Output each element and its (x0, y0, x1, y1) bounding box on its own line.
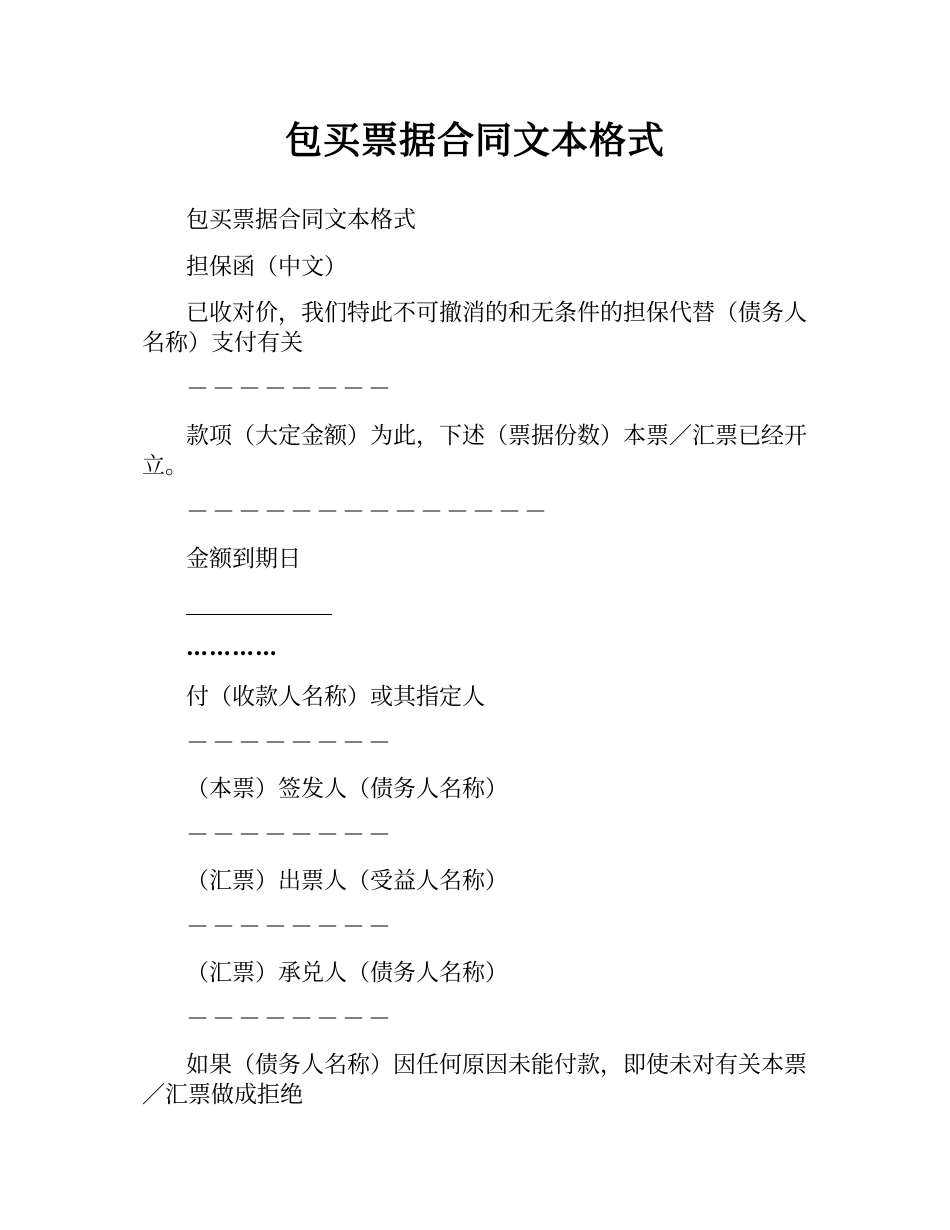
paragraph-consideration: 已收对价，我们特此不可撤消的和无条件的担保代替（债务人名称）支付有关 (142, 300, 807, 356)
paragraph-heading: 包买票据合同文本格式 (186, 207, 416, 233)
blank-dashes: －－－－－－－－ (186, 822, 394, 848)
paragraph-note-issuer: （本票）签发人（债务人名称） (186, 776, 508, 802)
blank-underline (186, 614, 332, 615)
paragraph-guarantee-label: 担保函（中文） (186, 254, 347, 280)
paragraph-amount: 款项（大定金额）为此，下述（票据份数）本票／汇票已经开立。 (142, 423, 807, 479)
blank-dashes: －－－－－－－－－－－－－－ (186, 499, 550, 525)
blank-dashes: －－－－－－－－ (186, 730, 394, 756)
document-title: 包买票据合同文本格式 (285, 119, 665, 162)
paragraph-drawer: （汇票）出票人（受益人名称） (186, 868, 508, 894)
ellipsis-dots: ………… (186, 635, 278, 661)
paragraph-nonpayment: 如果（债务人名称）因任何原因未能付款，即使未对有关本票／汇票做成拒绝 (142, 1052, 807, 1108)
blank-dashes: －－－－－－－－ (186, 914, 394, 940)
paragraph-acceptor: （汇票）承兑人（债务人名称） (186, 960, 508, 986)
blank-dashes: －－－－－－－－ (186, 1006, 394, 1032)
blank-dashes: －－－－－－－－ (186, 376, 394, 402)
paragraph-amount-due-date: 金额到期日 (186, 546, 301, 572)
paragraph-payee: 付（收款人名称）或其指定人 (186, 684, 485, 710)
